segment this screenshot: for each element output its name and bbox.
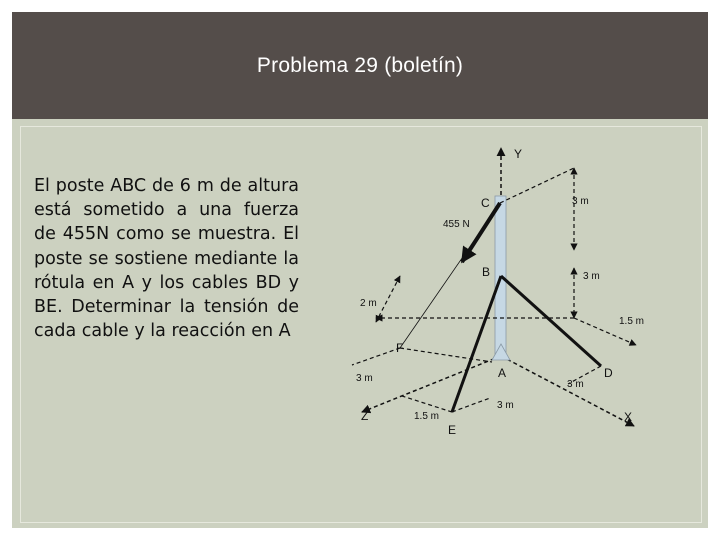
label-dim-15m-bottom: 1.5 m [414, 411, 440, 422]
label-dim-15m-right: 1.5 m [619, 316, 645, 327]
dim-arrow-left-2m [376, 276, 400, 322]
x-axis [501, 356, 634, 426]
cable-be [452, 276, 501, 412]
guide-c-right [500, 168, 574, 203]
label-dim-2m: 2 m [360, 298, 377, 309]
label-point-a: A [498, 366, 507, 380]
cable-bd [501, 276, 601, 366]
label-dim-3m-d: 3 m [567, 379, 584, 390]
problem-statement: El poste ABC de 6 m de altura está sometido a una fuerza de 455N como se muestra. El poste se sostiene mediante la rótula en A y los cables BD y BE. Determinar la tensión de cada cable y la reacción en A [34, 176, 299, 342]
label-dim-3m-left: 3 m [356, 373, 373, 384]
label-dim-mid-3m: 3 m [583, 271, 600, 282]
slide-title: Problema 29 (boletín) [256, 53, 464, 77]
z-axis [362, 356, 501, 412]
label-point-c: C [481, 196, 490, 210]
label-axis-x: X [624, 410, 633, 424]
label-point-f: F [396, 341, 404, 355]
label-point-d: D [604, 366, 613, 380]
label-point-b: B [482, 265, 491, 279]
label-point-e: E [448, 423, 457, 437]
label-axis-y: Y [514, 147, 523, 161]
guide-e-up [402, 396, 452, 412]
label-axis-z: Z [361, 409, 369, 423]
label-dim-top-3m: 3 m [572, 196, 589, 207]
guide-f-right [400, 348, 492, 362]
label-dim-3m-bottom: 3 m [497, 400, 514, 411]
guide-f-left [352, 348, 400, 365]
label-force: 455 N [443, 219, 470, 230]
